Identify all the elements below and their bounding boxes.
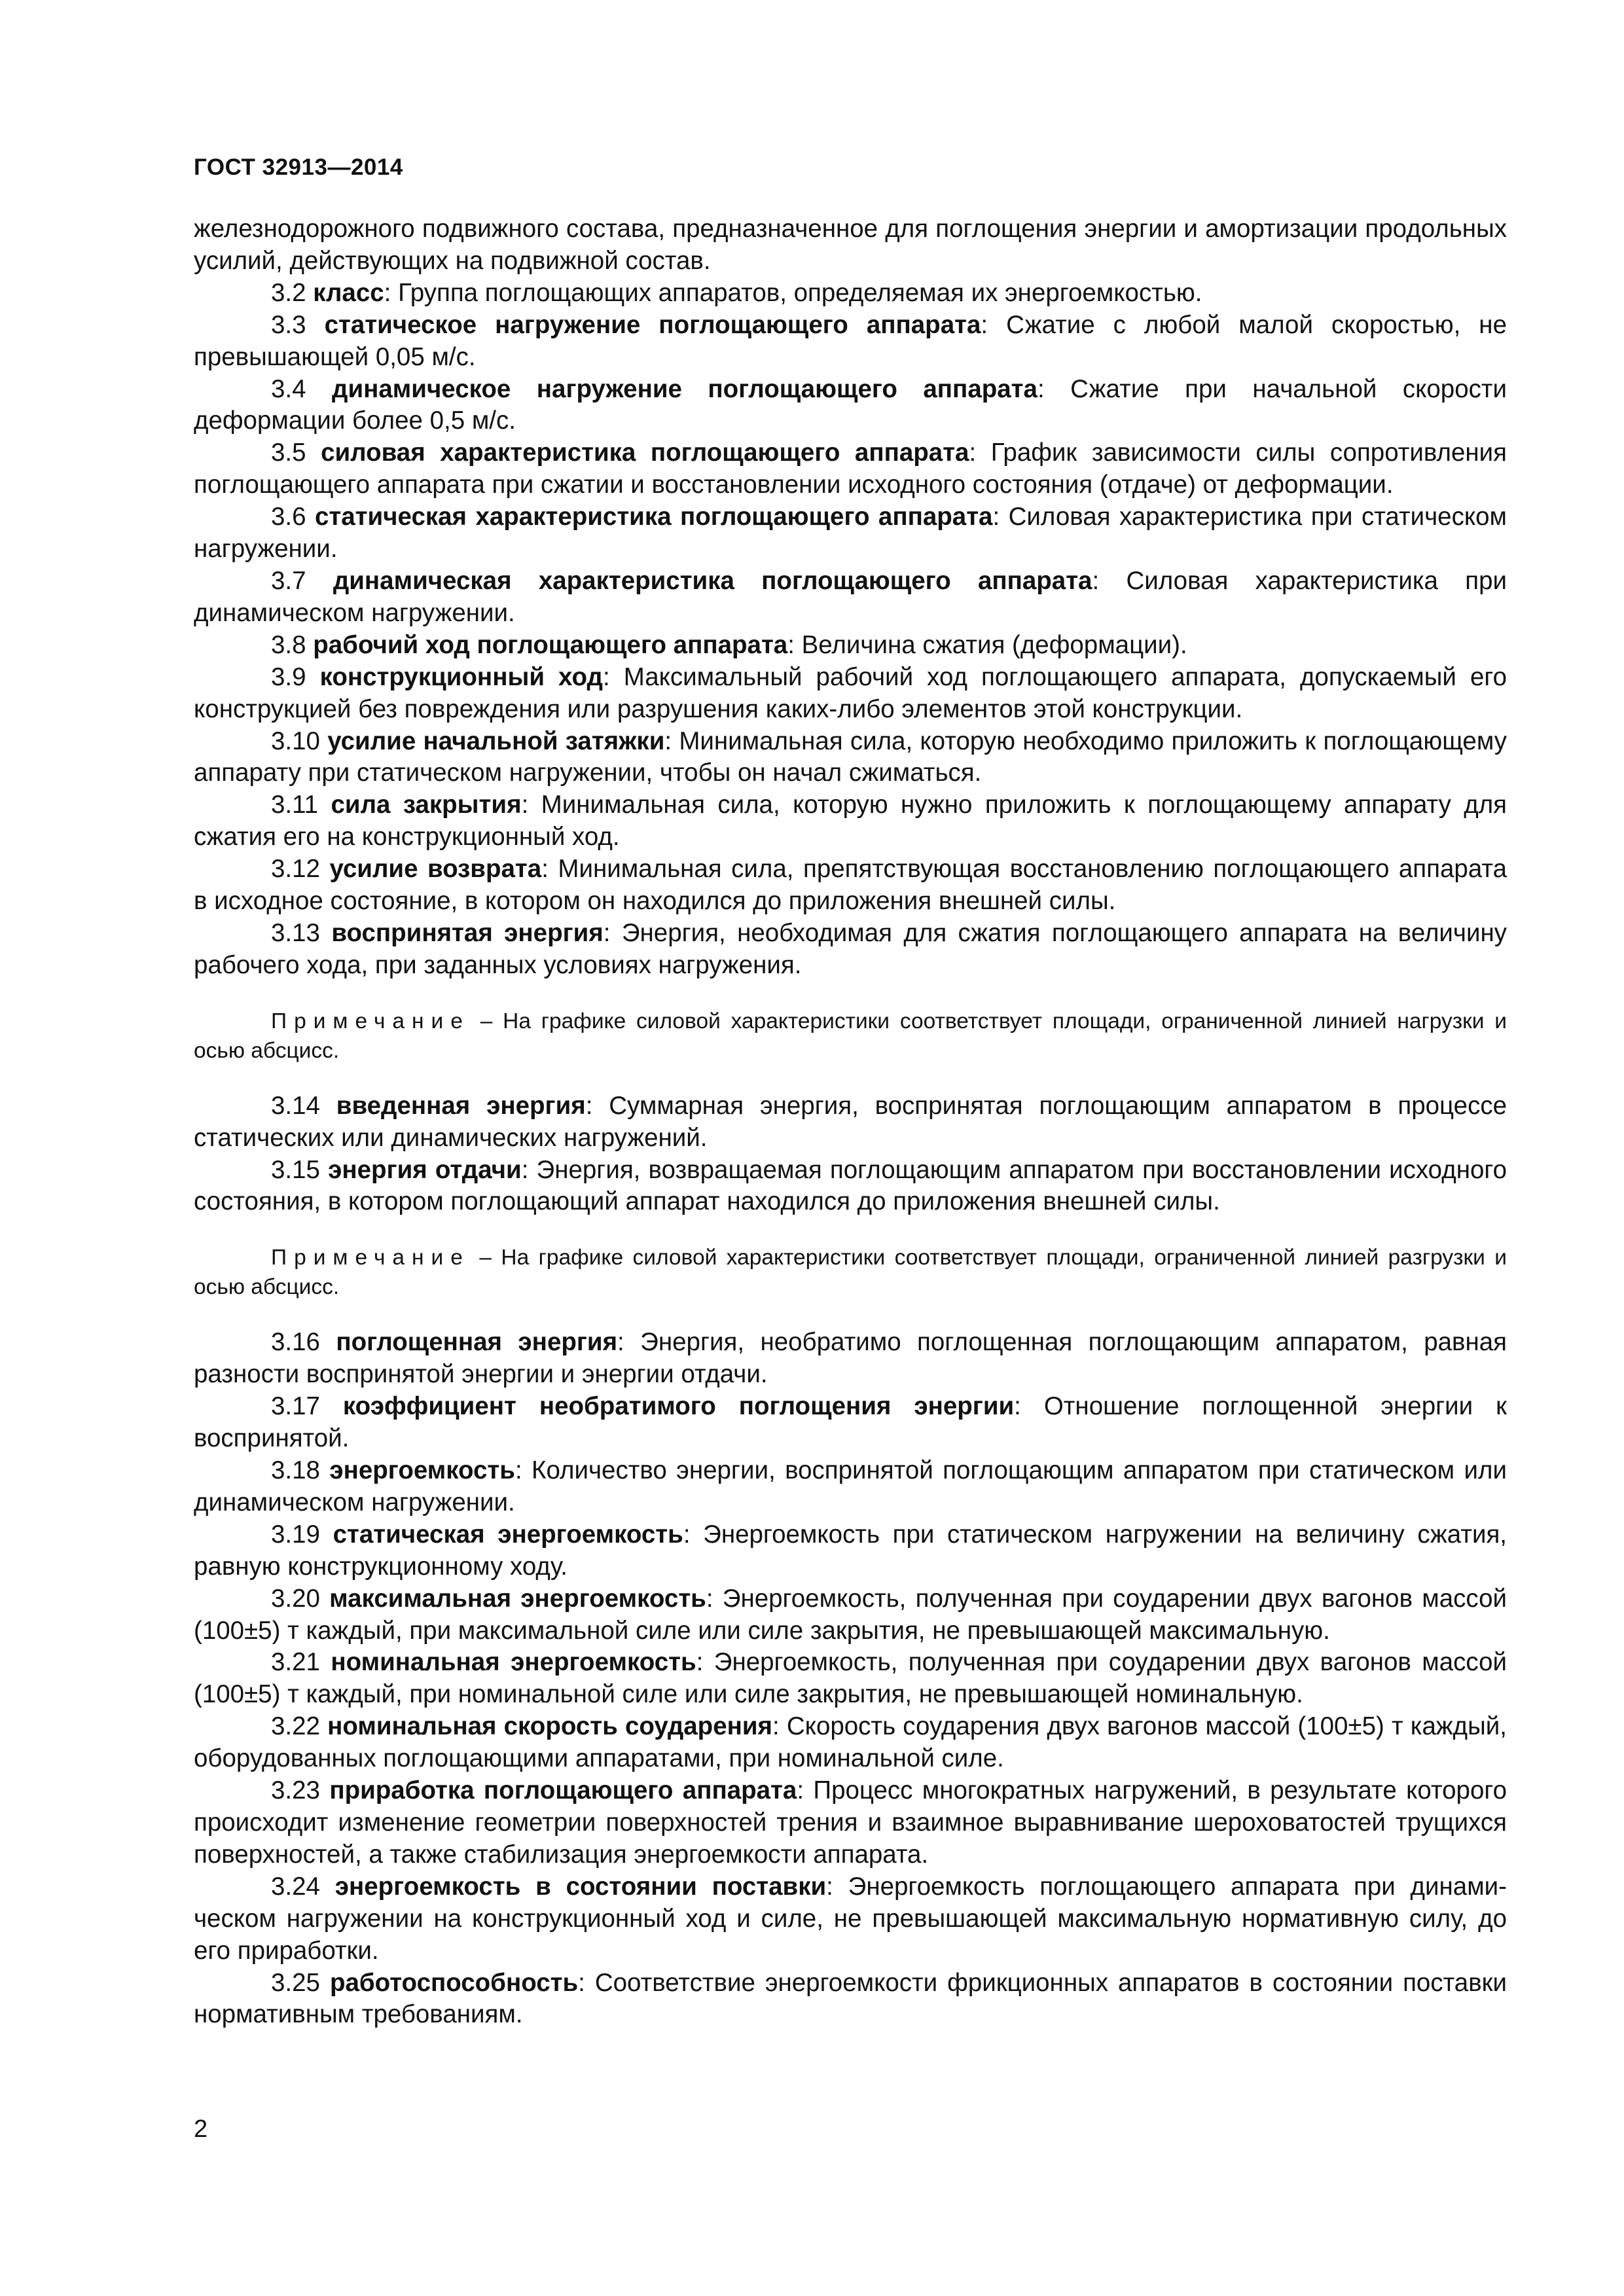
definition-3-6 (194, 501, 1507, 565)
definition-number: 3.8 (271, 630, 306, 659)
definition-text: : Минимальная сила, которую необходимо приложить к поглощающему аппарату при статическом нагружении, чтобы он начал сжиматься. (194, 726, 1507, 787)
definition-3-11 (194, 789, 1507, 853)
definition-number: 3.4 (271, 374, 306, 403)
definition-term: статическая энергоемкость (333, 1520, 683, 1549)
definition-number: 3.9 (271, 662, 306, 691)
document-body (194, 213, 1507, 2031)
definition-3-18 (194, 1455, 1507, 1519)
definition-3-13 (194, 918, 1507, 982)
document-code-header: ГОСТ 32913—2014 (194, 154, 403, 180)
definition-text: : Энергоемкость, полученная при соударении двух вагонов массой (100±5) т каждый, при номинальной силе или силе закрытия, не превышающей номинальную. (194, 1648, 1507, 1709)
definition-text: : Силовая характеристика при статическом нагружении. (194, 503, 1507, 564)
definition-term: сила закрытия (331, 791, 522, 819)
definition-term: динамическое нагружение поглощающего аппарата (332, 374, 1038, 403)
definition-text: : Сжатие с любой малой скоростью, не превышающей 0,05 м/с. (194, 310, 1507, 371)
definition-3-7 (194, 565, 1507, 630)
definition-3-20 (194, 1583, 1507, 1647)
definition-number: 3.23 (271, 1776, 320, 1805)
definition-term: усилие возврата (329, 855, 542, 884)
definition-term: класс (313, 278, 384, 307)
definition-number: 3.21 (271, 1648, 320, 1677)
definition-term: поглощенная энергия (336, 1328, 618, 1357)
definition-term: динамическая характеристика поглощающего аппарата (333, 566, 1092, 595)
note-text: – На графике силовой характеристики соответствует площади, ограниченной линией разгрузки и осью абсцисс. (194, 1246, 1507, 1300)
definition-3-8 (194, 630, 1507, 662)
definition-3-19 (194, 1519, 1507, 1583)
definition-3-15 (194, 1155, 1507, 1219)
definition-3-21 (194, 1647, 1507, 1711)
definition-3-23 (194, 1775, 1507, 1871)
definition-3-12 (194, 853, 1507, 918)
definition-3-5 (194, 437, 1507, 501)
definition-number: 3.19 (271, 1520, 320, 1549)
definition-number: 3.12 (271, 855, 320, 884)
definition-text: : Силовая характеристика при динамическом нагружении. (194, 566, 1507, 627)
definition-number: 3.16 (271, 1328, 320, 1357)
definition-term: воспринятая энергия (331, 918, 604, 947)
definition-number: 3.11 (271, 791, 319, 819)
definition-term: номинальная энергоемкость (331, 1648, 696, 1677)
definition-term: коэффициент необратимого поглощения энергии (342, 1392, 1015, 1421)
definition-text: : Энергия, необходимая для сжатия поглощающего аппарата на величину рабочего хода, при заданных условиях нагружения. (194, 918, 1507, 979)
definition-number: 3.7 (271, 566, 306, 595)
definition-number: 3.20 (271, 1584, 320, 1613)
definition-3-24 (194, 1871, 1507, 1967)
definition-3-10 (194, 726, 1507, 790)
definition-text: : Энергоемкость, полученная при соударении двух вагонов массой (100±5) т каждый, при максимальной силе или силе закрытия, не превышающей максимальную. (194, 1584, 1507, 1645)
definition-term: конструкционный ход (319, 662, 603, 691)
definition-term: усилие начальной затяжки (327, 726, 665, 755)
definition-number: 3.5 (271, 439, 306, 467)
note-label: Примечание (271, 1246, 470, 1270)
definition-term: энергия отдачи (328, 1155, 522, 1184)
note-text: – На графике силовой характеристики соответствует площади, ограниченной линией нагрузки и осью абсцисс. (194, 1009, 1507, 1063)
definition-number: 3.17 (271, 1392, 320, 1421)
definition-3-22 (194, 1711, 1507, 1775)
definition-text: : Процесс многократных нагружений, в результате которого происходит изменение геометрии поверхностей трения и взаимное выравнивание шероховатостей трущихся поверхностей, а также стабилизация энергоемкости аппарата. (194, 1776, 1507, 1869)
definition-3-25 (194, 1967, 1507, 2032)
definition-term: статическое нагружение поглощающего аппарата (324, 310, 981, 339)
definition-3-17 (194, 1391, 1507, 1455)
definition-number: 3.24 (271, 1872, 320, 1901)
definition-term: максимальная энергоемкость (329, 1584, 706, 1613)
definition-number: 3.6 (271, 503, 306, 531)
continuation-paragraph: железнодорожного подвижного состава, предназначенное для поглощения энергии и амортизации продольных усилий, действующих на подвижной состав. (194, 215, 1507, 275)
definition-number: 3.18 (271, 1456, 320, 1484)
definition-text: : Минимальная сила, которую нужно приложить к поглощающему аппарату для сжатия его на конструкционный ход. (194, 791, 1507, 852)
definition-number: 3.3 (271, 310, 306, 339)
definition-text: : Количество энергии, воспринятой поглощающим аппаратом при статическом или динамическом нагружении. (194, 1456, 1507, 1516)
note-paragraph-1 (194, 1007, 1507, 1066)
definition-term: силовая характеристика поглощающего аппарата (321, 439, 969, 467)
definition-term: введенная энергия (336, 1091, 586, 1120)
definition-3-3 (194, 310, 1507, 374)
definition-text: : Минимальная сила, препятствующая восстановлению поглощающего аппарата в исходное состояние, в котором он находился до приложения внешней силы. (194, 855, 1507, 916)
definition-term: энергоемкость в состоянии поставки (334, 1872, 827, 1901)
definition-3-14 (194, 1090, 1507, 1155)
definition-number: 3.15 (271, 1155, 320, 1184)
definition-number: 3.13 (271, 918, 320, 947)
definition-text: : Энергоемкость при статическом нагружении на величину сжатия, равную конструкционному ходу. (194, 1520, 1507, 1581)
definition-text: : Группа поглощающих аппаратов, определяемая их энергоемкостью. (384, 278, 1202, 307)
page-number: 2 (194, 2115, 208, 2143)
definition-text: : Отношение поглощенной энергии к воспринятой. (194, 1392, 1507, 1453)
definition-text: : Суммарная энергия, воспринятая поглощающим аппаратом в процессе статических или динамических нагружений. (194, 1091, 1507, 1152)
definition-number: 3.14 (271, 1091, 320, 1120)
definition-number: 3.2 (271, 278, 306, 307)
definition-term: энергоемкость (329, 1456, 515, 1484)
definition-text: : Энергия, необратимо поглощенная поглощающим аппаратом, равная разности воспринятой энергии и энергии отдачи. (194, 1328, 1507, 1389)
definition-text: : Сжатие при начальной скорости деформации более 0,5 м/с. (194, 374, 1507, 435)
note-label: Примечание (271, 1009, 470, 1033)
definition-number: 3.25 (271, 1968, 320, 1997)
definition-text: : Величина сжатия (деформации). (787, 630, 1187, 659)
definition-3-16 (194, 1327, 1507, 1391)
definition-text: : Энергия, возвращаемая поглощающим аппаратом при восстановлении исходного состояния, в котором поглощающий аппарат находился до приложения внешней силы. (194, 1155, 1507, 1216)
definition-term: работоспособность (329, 1968, 579, 1997)
definition-number: 3.10 (271, 726, 320, 755)
note-paragraph-2 (194, 1243, 1507, 1302)
definition-term: номинальная скорость соударения (327, 1712, 772, 1741)
definition-term: приработка поглощающего аппарата (329, 1776, 797, 1805)
definition-3-9 (194, 662, 1507, 726)
definition-text: : Соответствие энергоемкости фрикционных аппаратов в состоянии поставки нормативным требованиям. (194, 1968, 1507, 2029)
definition-text: : График зависимости силы сопротивления поглощающего аппарата при сжатии и восстановлении исходного состояния (отдаче) от деформации. (194, 439, 1507, 499)
definition-term: рабочий ход поглощающего аппарата (313, 630, 788, 659)
definition-text: : Скорость соударения двух вагонов массой (100±5) т каждый, оборудованных поглощающими аппаратами, при номинальной силе. (194, 1712, 1507, 1773)
definition-text: : Энергоемкость поглощающего аппарата при динамическом нагружении на конструкционный ход и силе, не превышающей максимальную нормативную силу, до его приработки. (194, 1872, 1507, 1965)
definition-term: статическая характеристика поглощающего аппарата (314, 503, 993, 531)
definition-3-2 (194, 278, 1507, 310)
definition-3-4 (194, 374, 1507, 438)
definition-text: : Максимальный рабочий ход поглощающего аппарата, допускаемый его конструкцией без повреждения или разрушения каких-либо элементов этой конструкции. (194, 662, 1507, 723)
definition-number: 3.22 (271, 1712, 320, 1741)
